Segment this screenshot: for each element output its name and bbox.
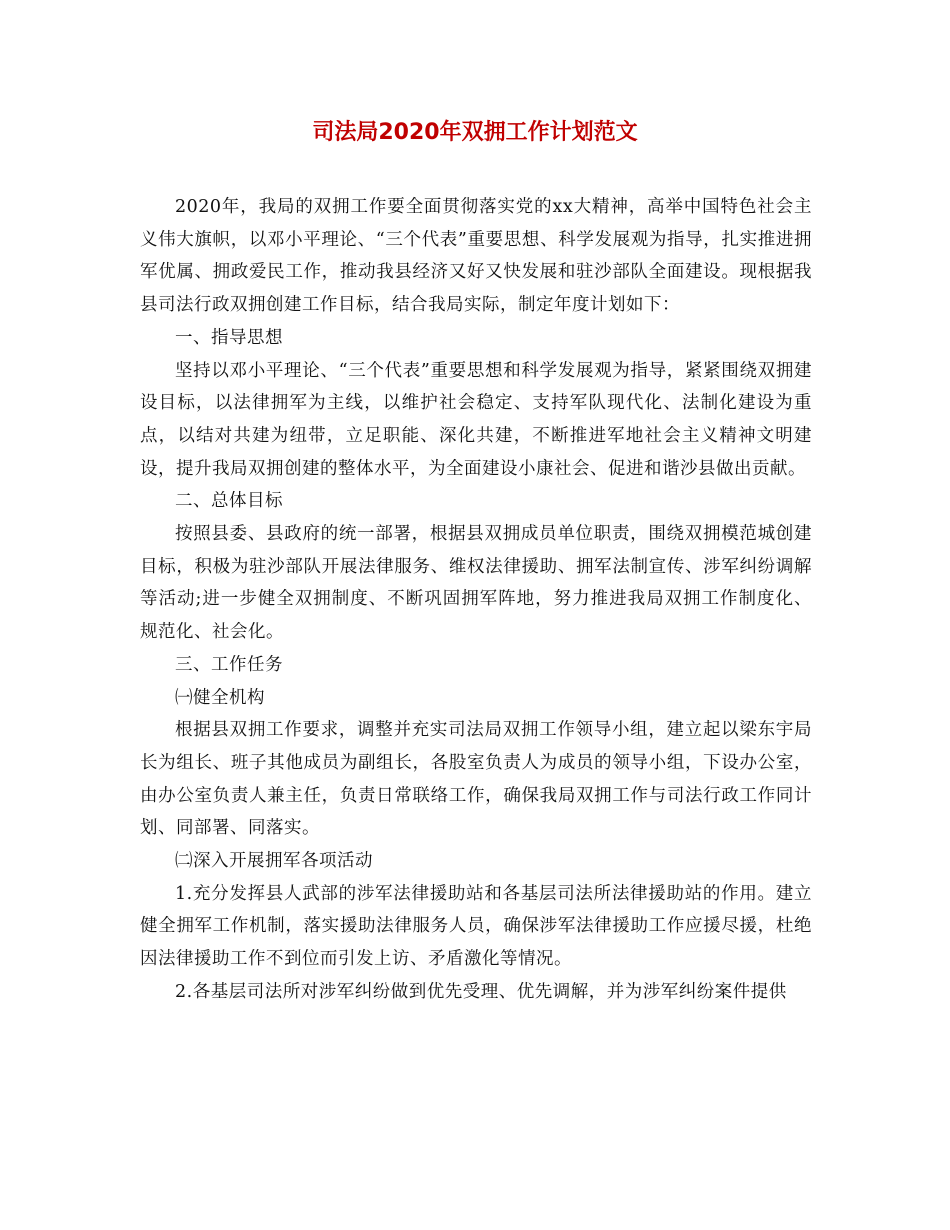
section-heading-overall-goal: 二、总体目标 (175, 491, 283, 512)
overall-goal-paragraph: 按照县委、县政府的统一部署，根据县双拥成员单位职责，围绕双拥模范城创建目标，积极为驻沙部队开展法律服务、维权法律援助、拥军法制宣传、涉军纠纷调解等活动;进一步健全双拥制度、不断巩固拥军阵地，努力推进我局双拥工作制度化、规范化、社会化。 (140, 524, 812, 643)
section-heading-guiding-ideology: 一、指导思想 (175, 327, 283, 348)
subheading-military-support-activities: ㈡深入开展拥军各项活动 (175, 851, 373, 872)
section-heading-work-tasks: 三、工作任务 (175, 654, 283, 675)
item-2-paragraph: 2.各基层司法所对涉军纠纷做到优先受理、优先调解，并为涉军纠纷案件提供 (175, 981, 787, 1002)
document-title: 司法局2020年双拥工作计划范文 (312, 120, 638, 145)
guiding-ideology-paragraph: 坚持以邓小平理论、“三个代表”重要思想和科学发展观为指导，紧紧围绕双拥建设目标，以法律拥军为主线，以维护社会稳定、支持军队现代化、法制化建设为重点，以结对共建为纽带，立足职能、深化共建，不断推进军地社会主义精神文明建设，提升我局双拥创建的整体水平，为全面建设小康社会、促进和谐沙县做出贡献。 (140, 360, 812, 479)
document-body (140, 191, 812, 1009)
improve-organization-paragraph: 根据县双拥工作要求，调整并充实司法局双拥工作领导小组，建立起以梁东宇局长为组长、班子其他成员为副组长，各股室负责人为成员的领导小组，下设办公室，由办公室负责人兼主任，负责日常联络工作，确保我局双拥工作与司法行政工作同计划、同部署、同落实。 (140, 720, 812, 839)
subheading-improve-organization: ㈠健全机构 (175, 687, 265, 708)
item-1-paragraph: 1.充分发挥县人武部的涉军法律援助站和各基层司法所法律援助站的作用。建立健全拥军工作机制，落实援助法律服务人员，确保涉军法律援助工作应援尽援，杜绝因法律援助工作不到位而引发上访、矛盾激化等情况。 (140, 883, 812, 970)
intro-paragraph: 2020年，我局的双拥工作要全面贯彻落实党的xx大精神，高举中国特色社会主义伟大旗帜，以邓小平理论、“三个代表”重要思想、科学发展观为指导，扎实推进拥军优属、拥政爱民工作，推动我县经济又好又快发展和驻沙部队全面建设。现根据我县司法行政双拥创建工作目标，结合我局实际，制定年度计划如下： (140, 197, 812, 316)
